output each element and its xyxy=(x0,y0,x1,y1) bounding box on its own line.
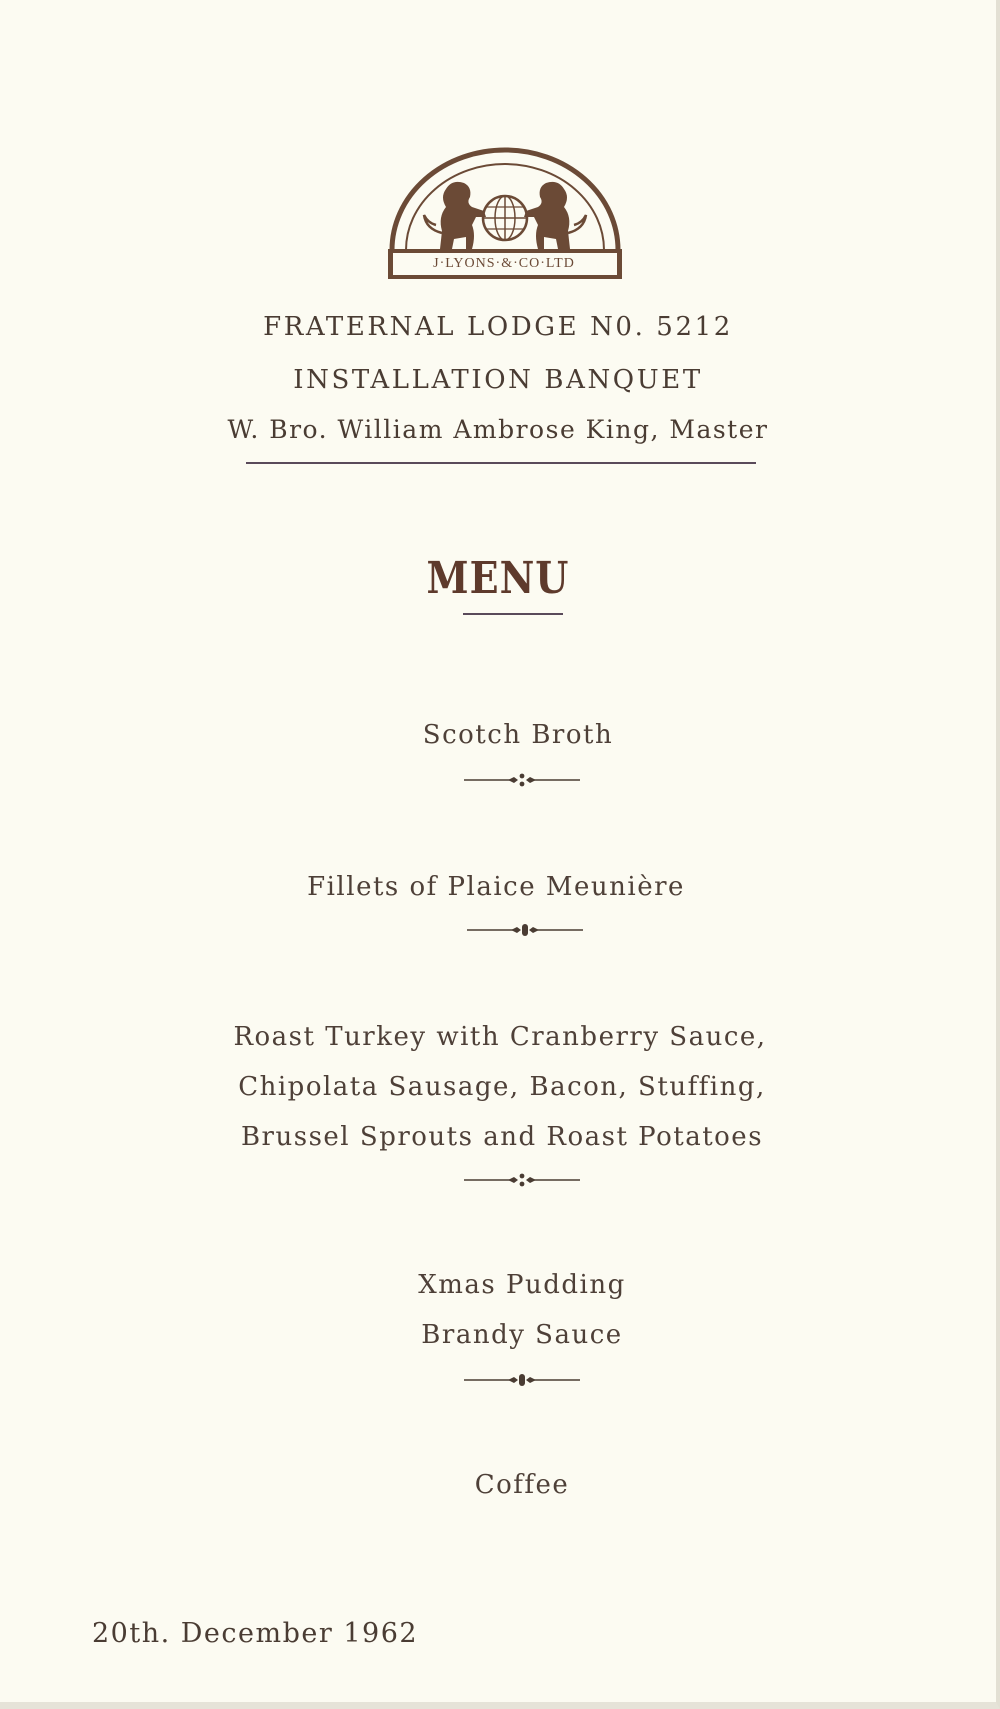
lyons-logo xyxy=(380,145,630,295)
logo-text: J·LYONS·&·CO·LTD xyxy=(433,256,575,271)
course-main-line2: Chipolata Sausage, Bacon, Stuffing, xyxy=(238,1072,766,1102)
course-main-line1: Roast Turkey with Cranberry Sauce, xyxy=(233,1022,767,1052)
event-date: 20th. December 1962 xyxy=(92,1618,419,1649)
course-fish: Fillets of Plaice Meunière xyxy=(307,872,685,902)
course-coffee: Coffee xyxy=(474,1470,570,1500)
course-main-line3: Brussel Sprouts and Roast Potatoes xyxy=(240,1122,764,1152)
master-name: W. Bro. William Ambrose King, Master xyxy=(227,415,769,444)
ornament-divider-icon xyxy=(462,1172,582,1188)
course-soup: Scotch Broth xyxy=(422,720,614,750)
ornament-divider-icon xyxy=(462,772,582,788)
course-dessert-line1: Xmas Pudding xyxy=(418,1270,626,1300)
event-title: INSTALLATION BANQUET xyxy=(293,365,703,395)
header-divider xyxy=(246,462,756,464)
course-dessert-line2: Brandy Sauce xyxy=(421,1320,623,1350)
menu-title: MENU xyxy=(426,551,570,604)
lions-globe-crest-icon xyxy=(380,145,630,295)
menu-title-underline xyxy=(463,613,563,615)
ornament-divider-icon xyxy=(465,922,585,938)
ornament-divider-icon xyxy=(462,1372,582,1388)
lodge-name: FRATERNAL LODGE N0. 5212 xyxy=(263,312,733,342)
